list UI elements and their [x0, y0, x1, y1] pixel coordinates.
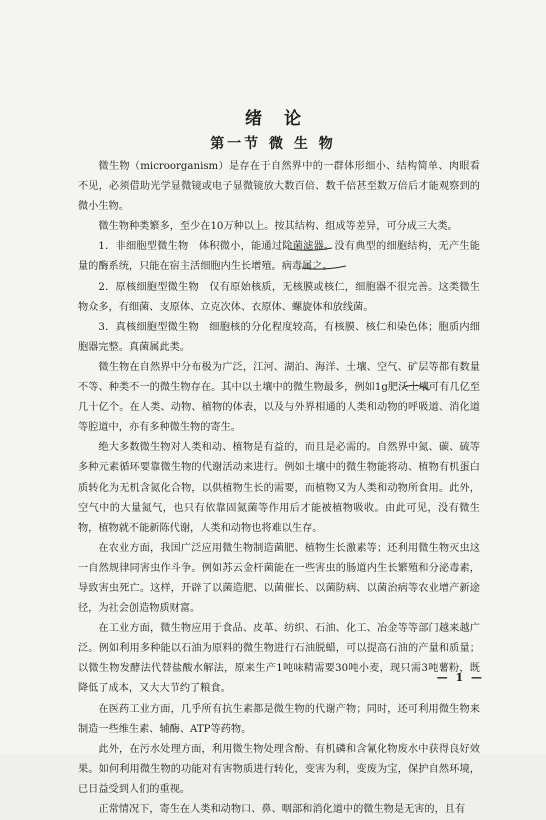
paragraph: 在工业方面，微生物应用于食品、皮革、纺织、石油、化工、冶金等等部门越来越广泛。例如利用多种能以石油为原料的微生物进行石油脱蜡，可以提高石油的产量和质量；以微生物发酵法代替盐酸水解法，原来生产1吨味精需要30吨小麦，现只需3吨薯粉，既降低了成本，又大大节约了粮食。 — [78, 623, 480, 695]
paragraph: 3．真核细胞型微生物 细胞核的分化程度较高，有核膜、核仁和染色体；胞质内细胞器完整。真菌属此类。 — [78, 321, 480, 353]
paragraph: 在农业方面，我国广泛应用微生物制造菌肥、植物生长激素等；还利用微生物灭虫这一自然规律同害虫作斗争。例如苏云金杆菌能在一些害虫的肠道内生长繁殖和分泌毒素，导致害虫死亡。这样，开辟了以菌造肥、以菌催长、以菌防病、以菌治病等农业增产新途径，为社会创造物质财富。 — [78, 542, 480, 615]
paragraph: 1．非细胞型微生物 体积微小，能通过除菌滤器。没有典型的细胞结构，无产生能量的酶系统，只能在宿主活细胞内生长增殖。病毒属之。 — [78, 241, 480, 273]
paragraph: 2．原核细胞型微生物 仅有原始核质，无核膜或核仁，细胞器不很完善。这类微生物众多，有细菌、支原体、立克次体、衣原体、螺旋体和放线菌。 — [78, 281, 480, 313]
paragraph: 微生物（microorganism）是存在于自然界中的一群体形细小、结构简单、肉眼看不见，必须借助光学显微镜或电子显微镜放大数百倍、数千倍甚至数万倍后才能观察到的微小生物。 — [78, 161, 480, 213]
paragraph: 绝大多数微生物对人类和动、植物是有益的，而且是必需的。自然界中氮、碳、硫等多种元素循环要靠微生物的代谢活动来进行。例如土壤中的微生物能将动、植物有机蛋白质转化为无机含氮化合物，以供植物生长的需要，而植物又为人类和动物所食用。此外，空气中的大量氮气，也只有依靠固氮菌等作用后才能被植物吸收。由此可见，没有微生物，植物就不能新陈代谢，人类和动物也将难以生存。 — [78, 442, 480, 534]
chapter-title: 绪论 — [245, 109, 323, 129]
page-number: — 1 — — [436, 671, 484, 684]
body-text — [78, 157, 480, 820]
paragraph: 在医药工业方面，几乎所有抗生素都是微生物的代谢产物；同时，还可利用微生物来制造一些维生素、辅酶、ATP等药物。 — [78, 703, 480, 735]
section-title: 第一节 微 生 物 — [210, 136, 336, 152]
paragraph: 微生物在自然界中分布极为广泛，江河、湖泊、海洋、土壤、空气、矿层等都有数量不等、种类不一的微生物存在。其中以土壤中的微生物最多，例如1g肥沃土壤可有几亿至几十亿个。在人类、动物、植物的体表，以及与外界相通的人类和动物的呼吸道、消化道等腔道中，亦有多种微生物的寄生。 — [78, 361, 480, 434]
paragraph: 正常情况下，寄生在人类和动物口、鼻、咽部和消化道中的微生物是无害的，且有 — [98, 804, 466, 815]
paragraph: 微生物种类繁多，至少在10万种以上。按其结构、组成等差异，可分成三大类。 — [98, 221, 458, 233]
paragraph: 此外，在污水处理方面，利用微生物处理含酚、有机磷和含氰化物废水中获得良好效果。如何利用微生物的功能对有害物质进行转化，变害为利，变废为宝，保护自然环境，已日益受到人们的重视。 — [78, 743, 480, 795]
